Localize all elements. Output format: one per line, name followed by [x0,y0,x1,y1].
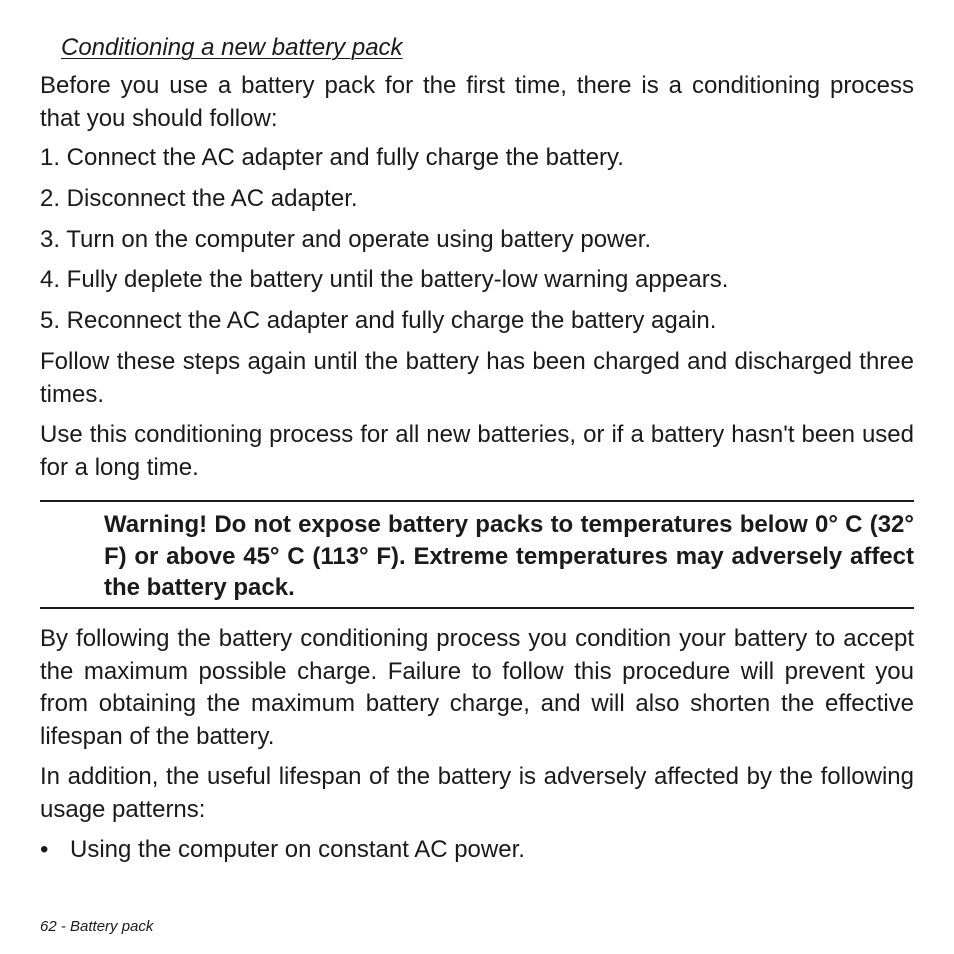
step-5: 5. Reconnect the AC adapter and fully charge the battery again. [40,307,717,334]
usage-paragraph: Use this conditioning process for all new batteries, or if a battery hasn't been used for a long time. [40,421,914,481]
warning-text: Warning! Do not expose battery packs to temperatures below 0° C (32° F) or above 45° C (113° F). Extreme temperatures may adversely affect the battery pack. [104,511,914,601]
repeat-paragraph: Follow these steps again until the battery has been charged and discharged three times. [40,348,914,408]
step-2: 2. Disconnect the AC adapter. [40,185,358,212]
intro-paragraph: Before you use a battery pack for the first time, there is a conditioning process that you should follow: [40,72,914,132]
bullet-item: Using the computer on constant AC power. [70,836,525,863]
bullet-marker: • [40,836,49,863]
step-3: 3. Turn on the computer and operate using battery power. [40,226,652,253]
page-footer: 62 - Battery pack [40,918,154,935]
step-1: 1. Connect the AC adapter and fully charge the battery. [40,144,624,171]
step-4: 4. Fully deplete the battery until the battery-low warning appears. [40,266,729,293]
section-title: Conditioning a new battery pack [61,34,403,61]
warning-bottom-rule [40,607,914,609]
conditioning-benefit-paragraph: By following the battery conditioning process you condition your battery to accept the maximum possible charge. Failure to follow this procedure will prevent you from obtaining the maximum battery charge, and will also shorten the effective lifespan of the battery. [40,625,914,750]
lifespan-paragraph: In addition, the useful lifespan of the battery is adversely affected by the following usage patterns: [40,763,914,823]
warning-top-rule [40,500,914,502]
